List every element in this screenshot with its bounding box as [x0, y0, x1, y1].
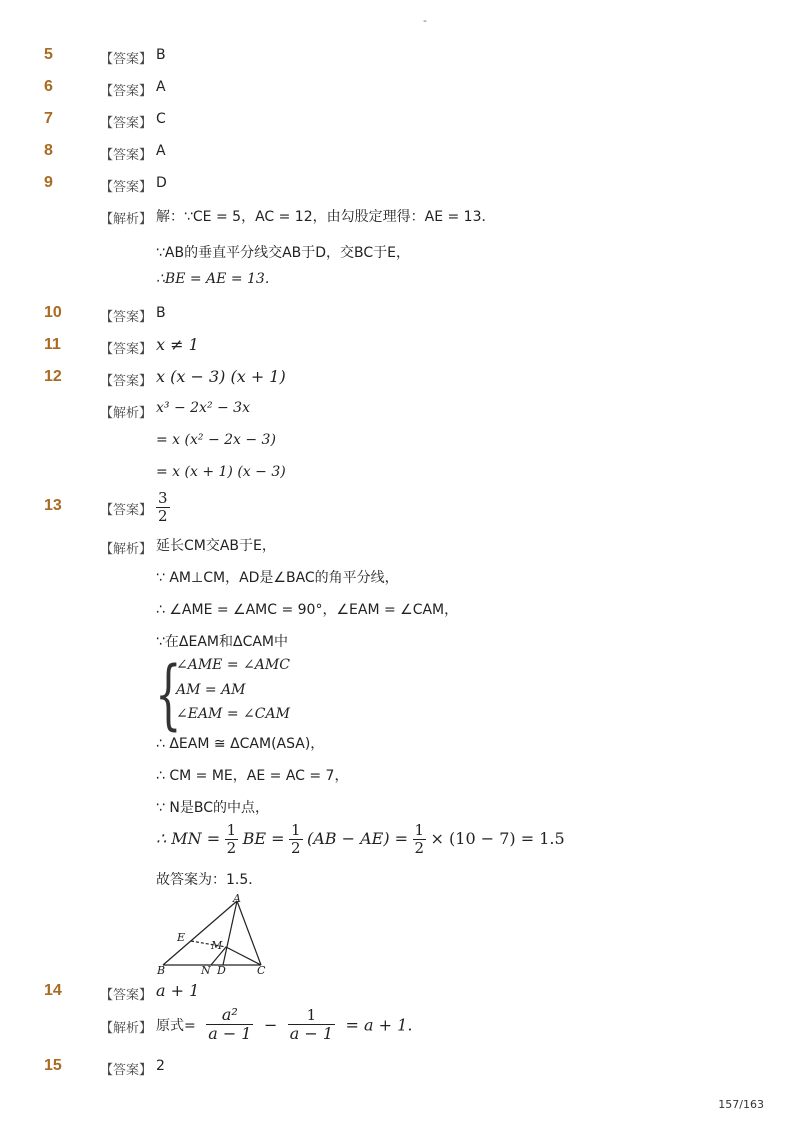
eq-prefix: 原式=	[156, 1017, 196, 1034]
eq-part: ∴ MN =	[156, 828, 221, 848]
answer-tag: 【答案】	[100, 148, 153, 163]
side-ac	[237, 901, 261, 965]
q13-mn-equation	[156, 822, 565, 858]
q9-analysis-line: 解：∵CE = 5，AC = 12，由勾股定理得：AE = 13．	[156, 209, 496, 225]
top-mark: -	[423, 14, 427, 27]
system-brace: {	[155, 649, 182, 738]
answer-tag: 【答案】	[100, 310, 153, 325]
q14-equation	[156, 1006, 412, 1044]
fraction-numerator: 1	[290, 821, 301, 839]
answer-value: a + 1	[156, 981, 200, 1000]
question-number: 6	[44, 78, 53, 95]
answer-value: B	[156, 305, 166, 321]
answer-fraction	[156, 490, 170, 526]
analysis-tag: 【解析】	[100, 1021, 153, 1036]
answer-value: x (x − 3) (x + 1)	[156, 367, 286, 386]
fraction-numerator: 1	[288, 1007, 335, 1025]
side-ab	[163, 901, 237, 965]
fraction-numerator: 3	[158, 489, 168, 507]
q13-analysis-line: ∵ N是BC的中点，	[156, 800, 269, 816]
system-eq: ∠EAM = ∠CAM	[176, 706, 290, 722]
question-number: 13	[44, 497, 62, 514]
q13-analysis-line: ∴ ∠AME = ∠AMC = 90°，∠EAM = ∠CAM，	[156, 602, 459, 618]
answer-tag: 【答案】	[100, 116, 153, 131]
label-c: C	[257, 964, 266, 975]
answer-tag: 【答案】	[100, 503, 153, 518]
answer-value: A	[156, 79, 166, 95]
q13-analysis-line: ∴ CM = ME，AE = AC = 7，	[156, 768, 349, 784]
answer-value: C	[156, 111, 166, 127]
answer-value: A	[156, 143, 166, 159]
question-number: 8	[44, 142, 53, 159]
q13-analysis-line: ∵ AM⊥CM，AD是∠BAC的角平分线，	[156, 570, 399, 586]
q13-analysis-line: ∵在ΔEAM和ΔCAM中	[156, 634, 288, 650]
label-a: A	[233, 893, 241, 905]
q9-analysis-line: ∴BE = AE = 13.	[156, 271, 270, 287]
label-m: M	[211, 939, 223, 952]
fraction-denominator: a − 1	[208, 1024, 252, 1044]
fraction-numerator: 1	[414, 821, 425, 839]
q13-analysis-line: 故答案为：1.5．	[156, 872, 263, 888]
question-number: 12	[44, 368, 62, 385]
q9-analysis-line: ∵AB的垂直平分线交AB于D，交BC于E，	[156, 245, 411, 261]
answer-tag: 【答案】	[100, 374, 153, 389]
question-number: 14	[44, 982, 62, 999]
question-number: 5	[44, 46, 53, 63]
analysis-tag: 【解析】	[100, 406, 153, 421]
q12-analysis-line: = x (x² − 2x − 3)	[156, 432, 276, 448]
question-number: 10	[44, 304, 62, 321]
fraction-numerator: a²	[206, 1006, 253, 1025]
answer-value: B	[156, 47, 166, 63]
analysis-tag: 【解析】	[100, 212, 153, 227]
answer-tag: 【答案】	[100, 52, 153, 67]
answer-tag: 【答案】	[100, 342, 153, 357]
question-number: 15	[44, 1057, 62, 1074]
question-number: 9	[44, 174, 53, 191]
eq-tail: = a + 1.	[345, 1015, 413, 1035]
answer-value: D	[156, 175, 167, 191]
q13-analysis-line: 延长CM交AB于E，	[156, 538, 276, 554]
answer-value: x ≠ 1	[156, 335, 199, 354]
label-d: D	[217, 964, 226, 975]
eq-part: BE =	[242, 828, 285, 848]
answer-tag: 【答案】	[100, 988, 153, 1003]
question-number: 7	[44, 110, 53, 127]
fraction-numerator: 1	[226, 821, 237, 839]
fraction-denominator: 2	[158, 507, 168, 526]
fraction-denominator: 2	[226, 839, 237, 858]
eq-part: × (10 − 7) = 1.5	[430, 828, 565, 848]
label-b: B	[157, 964, 166, 975]
analysis-tag: 【解析】	[100, 542, 153, 557]
triangle-figure	[155, 893, 275, 975]
answer-value: 2	[156, 1058, 165, 1074]
system-eq: ∠AME = ∠AMC	[176, 657, 290, 673]
label-n: N	[201, 964, 211, 975]
q12-analysis-line: = x (x + 1) (x − 3)	[156, 464, 286, 480]
q13-analysis-line: ∴ ΔEAM ≅ ΔCAM(ASA)，	[156, 736, 325, 752]
fraction-denominator: a − 1	[289, 1023, 334, 1043]
answer-tag: 【答案】	[100, 180, 153, 195]
label-e: E	[177, 931, 186, 944]
question-number: 11	[44, 336, 61, 353]
fraction-denominator: 2	[290, 839, 301, 858]
q12-analysis-line: x³ − 2x² − 3x	[156, 400, 250, 416]
fraction-denominator: 2	[414, 839, 425, 858]
eq-minus: −	[263, 1015, 278, 1035]
answer-tag: 【答案】	[100, 1063, 153, 1078]
eq-part: (AB − AE) =	[306, 828, 409, 848]
system-eq: AM = AM	[176, 682, 246, 698]
page-number: 157/163	[718, 1098, 764, 1111]
answer-tag: 【答案】	[100, 84, 153, 99]
